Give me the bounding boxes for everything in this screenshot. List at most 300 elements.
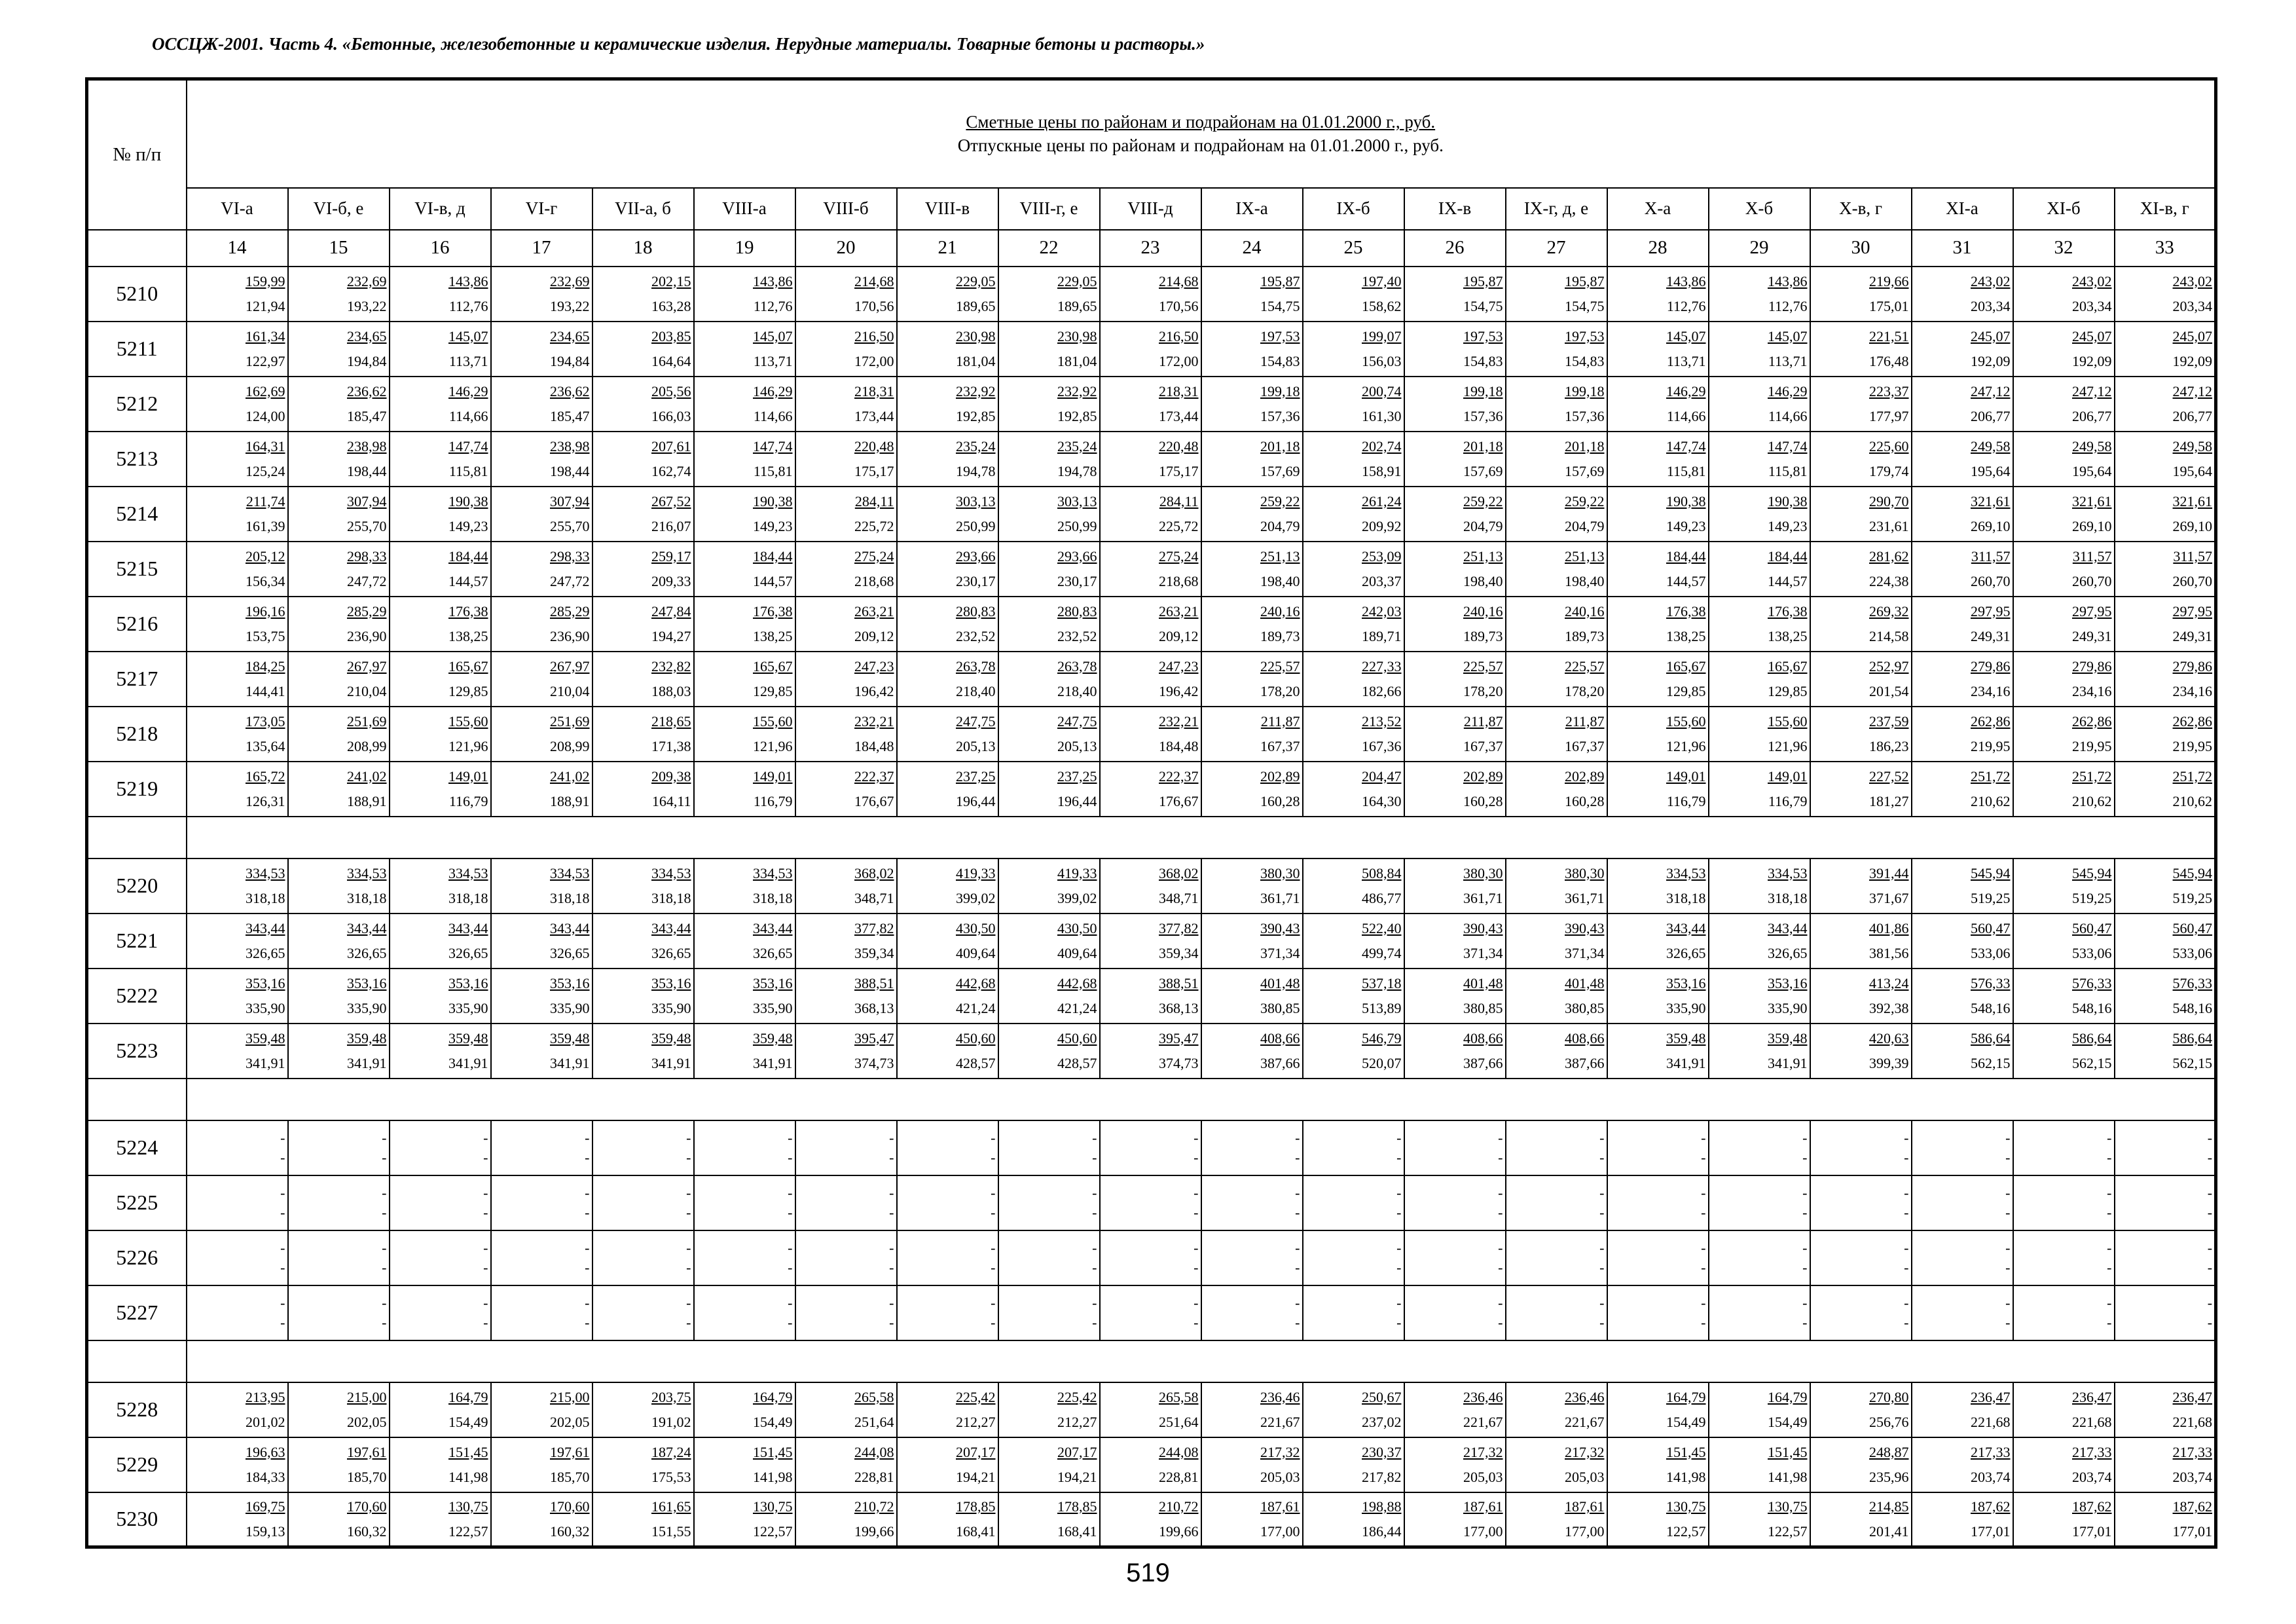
release-price: 157,36 (1260, 407, 1300, 424)
price-cell (1607, 707, 1709, 762)
price-cell (1810, 858, 1912, 913)
release-price: 176,48 (1869, 352, 1909, 369)
estimate-price: 151,45 (753, 1443, 793, 1460)
estimate-price: 201,18 (1463, 437, 1503, 454)
estimate-price-empty: - (2107, 1294, 2112, 1311)
release-price-empty: - (1498, 1149, 1503, 1166)
table-row (87, 1175, 2216, 1230)
release-price: 206,77 (2172, 407, 2213, 424)
release-price: 177,00 (1260, 1522, 1300, 1540)
price-cell (694, 913, 795, 969)
estimate-price-empty: - (2207, 1294, 2213, 1311)
estimate-price: 236,46 (1565, 1388, 1605, 1405)
estimate-price: 200,74 (1362, 382, 1402, 399)
table-row (87, 762, 2216, 817)
estimate-price: 334,53 (1768, 864, 1808, 881)
estimate-price: 248,87 (1869, 1443, 1909, 1460)
release-price: 178,20 (1463, 682, 1503, 699)
price-cell (2013, 1492, 2115, 1547)
price-cell (1607, 652, 1709, 707)
estimate-price: 285,29 (347, 602, 387, 619)
release-price-empty: - (1599, 1259, 1605, 1276)
estimate-price-empty: - (1396, 1184, 1402, 1201)
price-cell (694, 1175, 795, 1230)
region-header: VIII-а (694, 188, 795, 230)
estimate-price-empty: - (1701, 1239, 1706, 1256)
price-cell (1404, 762, 1506, 817)
price-cell (1709, 762, 1810, 817)
release-price: 513,89 (1362, 999, 1402, 1016)
estimate-price-empty: - (1802, 1129, 1808, 1146)
release-price: 371,34 (1565, 944, 1605, 961)
release-price: 203,34 (2172, 297, 2213, 314)
estimate-price: 149,01 (448, 767, 488, 784)
release-price: 255,70 (347, 517, 387, 534)
price-cell (592, 1437, 694, 1492)
release-price-empty: - (1904, 1149, 1909, 1166)
price-cell (897, 858, 998, 913)
release-price: 188,03 (651, 682, 691, 699)
price-cell (491, 377, 592, 432)
release-price: 269,10 (2172, 517, 2213, 534)
estimate-price: 334,53 (1666, 864, 1706, 881)
release-price: 202,05 (347, 1413, 387, 1430)
price-cell (1506, 432, 1607, 487)
estimate-price: 187,24 (651, 1443, 691, 1460)
region-header: VIII-б (795, 188, 897, 230)
column-number: 30 (1810, 230, 1912, 267)
price-cell (1303, 322, 1404, 377)
price-cell (288, 707, 390, 762)
price-cell (694, 969, 795, 1024)
release-price: 209,92 (1362, 517, 1402, 534)
price-cell (1607, 1492, 1709, 1547)
price-cell (1912, 1437, 2013, 1492)
price-cell (998, 1230, 1100, 1285)
release-price-empty: - (788, 1314, 793, 1331)
estimate-price: 220,48 (854, 437, 894, 454)
price-cell (592, 542, 694, 597)
estimate-price: 237,59 (1869, 712, 1909, 729)
release-price: 112,76 (448, 297, 488, 314)
release-price: 368,13 (1159, 999, 1199, 1016)
estimate-price: 145,07 (448, 327, 488, 344)
release-price: 221,67 (1260, 1413, 1300, 1430)
estimate-price: 165,67 (753, 657, 793, 674)
release-price-empty: - (1904, 1204, 1909, 1221)
price-cell (491, 762, 592, 817)
release-price-empty: - (585, 1204, 590, 1221)
region-header: XI-в, г (2115, 188, 2216, 230)
price-cell (2115, 913, 2216, 969)
price-cell (491, 858, 592, 913)
price-cell (592, 487, 694, 542)
estimate-price: 176,38 (1768, 602, 1808, 619)
price-cell (1912, 1285, 2013, 1340)
estimate-price: 377,82 (854, 919, 894, 936)
region-header: VIII-в (897, 188, 998, 230)
estimate-price: 202,89 (1260, 767, 1300, 784)
release-price: 380,85 (1565, 999, 1605, 1016)
release-price: 218,40 (1057, 682, 1097, 699)
estimate-price: 247,12 (2072, 382, 2112, 399)
estimate-price: 169,75 (246, 1498, 285, 1515)
release-price: 167,36 (1362, 737, 1402, 754)
estimate-price: 430,50 (956, 919, 996, 936)
release-price-empty: - (2207, 1149, 2213, 1166)
price-cell (1404, 707, 1506, 762)
release-price-empty: - (2107, 1204, 2112, 1221)
row-code: 5215 (87, 542, 187, 597)
estimate-price: 298,33 (347, 547, 387, 564)
estimate-price: 222,37 (854, 767, 894, 784)
price-cell (1506, 1492, 1607, 1547)
price-cell (795, 707, 897, 762)
release-price: 157,36 (1565, 407, 1605, 424)
price-cell (1201, 913, 1303, 969)
price-cell (1404, 913, 1506, 969)
release-price: 251,64 (854, 1413, 894, 1430)
estimate-price: 149,01 (1768, 767, 1808, 784)
release-price: 249,31 (2172, 627, 2213, 644)
release-price: 156,03 (1362, 352, 1402, 369)
estimate-price: 143,86 (1666, 272, 1706, 289)
estimate-price: 236,47 (1971, 1388, 2011, 1405)
estimate-price: 184,44 (1768, 547, 1808, 564)
row-number-header: № п/п (87, 79, 187, 230)
price-cell (1201, 542, 1303, 597)
release-price: 178,20 (1565, 682, 1605, 699)
price-cell (2115, 1492, 2216, 1547)
release-price: 164,64 (651, 352, 691, 369)
estimate-price: 390,43 (1565, 919, 1605, 936)
release-price: 341,91 (448, 1054, 488, 1071)
estimate-price: 293,66 (956, 547, 996, 564)
price-cell (1607, 487, 1709, 542)
estimate-price: 242,03 (1362, 602, 1402, 619)
estimate-price: 241,02 (550, 767, 590, 784)
price-cell (1912, 432, 2013, 487)
price-cell (897, 267, 998, 322)
estimate-price: 359,48 (1768, 1029, 1808, 1046)
estimate-price: 408,66 (1565, 1029, 1605, 1046)
estimate-price: 216,50 (1159, 327, 1199, 344)
column-number: 19 (694, 230, 795, 267)
price-cell (897, 487, 998, 542)
release-price: 154,83 (1463, 352, 1503, 369)
estimate-price: 442,68 (956, 974, 996, 991)
estimate-price-empty: - (382, 1129, 387, 1146)
estimate-price-empty: - (1904, 1184, 1909, 1201)
release-price: 519,25 (2072, 889, 2112, 906)
price-cell (2013, 913, 2115, 969)
price-cell (592, 1175, 694, 1230)
table-row (87, 267, 2216, 322)
price-cell (1709, 707, 1810, 762)
price-cell (897, 1175, 998, 1230)
release-price: 247,72 (550, 572, 590, 589)
price-cell (1912, 707, 2013, 762)
price-cell (897, 377, 998, 432)
estimate-price: 178,85 (956, 1498, 996, 1515)
release-price: 122,57 (1768, 1522, 1808, 1540)
release-price: 160,32 (347, 1522, 387, 1540)
estimate-price: 130,75 (1768, 1498, 1808, 1515)
estimate-price: 279,86 (1971, 657, 2011, 674)
estimate-price: 240,16 (1565, 602, 1605, 619)
estimate-price-empty: - (1092, 1239, 1097, 1256)
price-cell (390, 652, 491, 707)
release-price: 249,31 (2072, 627, 2112, 644)
price-cell (1709, 542, 1810, 597)
estimate-price: 377,82 (1159, 919, 1199, 936)
release-price: 154,49 (1768, 1413, 1808, 1430)
price-cell (390, 597, 491, 652)
price-cell (491, 432, 592, 487)
release-price: 318,18 (651, 889, 691, 906)
estimate-price: 217,32 (1260, 1443, 1300, 1460)
estimate-price: 259,22 (1260, 492, 1300, 509)
estimate-price: 238,98 (347, 437, 387, 454)
price-cell (998, 762, 1100, 817)
estimate-price: 247,84 (651, 602, 691, 619)
column-number: 16 (390, 230, 491, 267)
release-price: 163,28 (651, 297, 691, 314)
estimate-price: 218,65 (651, 712, 691, 729)
price-cell (491, 597, 592, 652)
price-cell (998, 1024, 1100, 1079)
estimate-price: 380,30 (1463, 864, 1503, 881)
release-price: 348,71 (1159, 889, 1199, 906)
release-price: 250,99 (1057, 517, 1097, 534)
release-price: 177,01 (2072, 1522, 2112, 1540)
price-cell (390, 267, 491, 322)
release-price: 361,71 (1565, 889, 1605, 906)
release-price: 194,27 (651, 627, 691, 644)
row-code: 5226 (87, 1230, 187, 1285)
estimate-price: 146,29 (1768, 382, 1808, 399)
estimate-price: 184,44 (1666, 547, 1706, 564)
estimate-price: 151,45 (1666, 1443, 1706, 1460)
estimate-price: 207,61 (651, 437, 691, 454)
estimate-price: 280,83 (1057, 602, 1097, 619)
estimate-price: 390,43 (1463, 919, 1503, 936)
release-price: 326,65 (1768, 944, 1808, 961)
price-cell (1912, 487, 2013, 542)
estimate-price: 155,60 (448, 712, 488, 729)
release-price: 135,64 (246, 737, 285, 754)
price-cell (288, 322, 390, 377)
price-cell (998, 1492, 1100, 1547)
release-price-empty: - (1396, 1259, 1402, 1276)
price-cell (1607, 1230, 1709, 1285)
price-cell (1709, 487, 1810, 542)
estimate-price: 235,24 (1057, 437, 1097, 454)
release-price: 125,24 (246, 462, 285, 479)
estimate-price: 223,37 (1869, 382, 1909, 399)
release-price: 235,96 (1869, 1468, 1909, 1485)
price-cell (1506, 267, 1607, 322)
estimate-price: 343,44 (246, 919, 285, 936)
column-number-row (87, 230, 2216, 267)
estimate-price: 244,08 (1159, 1443, 1199, 1460)
price-cell (491, 969, 592, 1024)
price-cell (390, 377, 491, 432)
price-cell (1709, 1382, 1810, 1437)
estimate-price-empty: - (1194, 1239, 1199, 1256)
price-cell (1303, 1120, 1404, 1175)
release-price: 562,15 (2172, 1054, 2213, 1071)
release-price-empty: - (1092, 1259, 1097, 1276)
release-price-empty: - (1904, 1259, 1909, 1276)
price-cell (2115, 267, 2216, 322)
release-price: 326,65 (448, 944, 488, 961)
price-cell (1303, 1230, 1404, 1285)
release-price: 203,74 (1971, 1468, 2011, 1485)
release-price: 156,34 (246, 572, 285, 589)
release-price: 210,62 (2072, 792, 2112, 809)
price-cell (1810, 542, 1912, 597)
release-price: 194,84 (347, 352, 387, 369)
region-header: IX-в (1404, 188, 1506, 230)
release-price: 192,85 (956, 407, 996, 424)
estimate-price: 234,65 (347, 327, 387, 344)
estimate-price-empty: - (1194, 1129, 1199, 1146)
price-cell (998, 487, 1100, 542)
table-row (87, 1285, 2216, 1340)
price-cell (897, 542, 998, 597)
price-cell (390, 1230, 491, 1285)
estimate-price: 450,60 (956, 1029, 996, 1046)
table-row (87, 969, 2216, 1024)
release-price-title: Отпускные цены по районам и подрайонам на 01.01.2000 г., руб. (957, 136, 1444, 156)
estimate-price: 263,21 (1159, 602, 1199, 619)
release-price: 138,25 (1768, 627, 1808, 644)
price-cell (897, 597, 998, 652)
estimate-price: 235,24 (956, 437, 996, 454)
release-price: 154,49 (1666, 1413, 1706, 1430)
release-price: 217,82 (1362, 1468, 1402, 1485)
price-cell (288, 1382, 390, 1437)
release-price: 192,09 (2072, 352, 2112, 369)
price-cell (390, 1024, 491, 1079)
release-price-empty: - (2207, 1259, 2213, 1276)
price-cell (694, 432, 795, 487)
estimate-price-empty: - (1092, 1129, 1097, 1146)
release-price: 210,04 (550, 682, 590, 699)
release-price: 230,17 (956, 572, 996, 589)
estimate-price: 334,53 (347, 864, 387, 881)
estimate-price: 145,07 (1768, 327, 1808, 344)
estimate-price: 236,62 (347, 382, 387, 399)
price-cell (1607, 1120, 1709, 1175)
estimate-price: 195,87 (1463, 272, 1503, 289)
estimate-price: 251,72 (2172, 767, 2213, 784)
estimate-price: 251,13 (1260, 547, 1300, 564)
price-cell (288, 762, 390, 817)
release-price-empty: - (1802, 1204, 1808, 1221)
price-cell (1810, 913, 1912, 969)
price-cell (897, 1437, 998, 1492)
column-number: 15 (288, 230, 390, 267)
release-price: 326,65 (347, 944, 387, 961)
price-cell (1201, 1437, 1303, 1492)
estimate-price: 197,61 (550, 1443, 590, 1460)
release-price: 221,67 (1565, 1413, 1605, 1430)
price-cell (1100, 652, 1201, 707)
release-price: 210,62 (1971, 792, 2011, 809)
estimate-price: 343,44 (1666, 919, 1706, 936)
release-price: 161,39 (246, 517, 285, 534)
estimate-price: 165,67 (1768, 657, 1808, 674)
release-price: 173,44 (854, 407, 894, 424)
estimate-price: 250,67 (1362, 1388, 1402, 1405)
price-cell (2013, 597, 2115, 652)
price-cell (1303, 652, 1404, 707)
price-cell (288, 487, 390, 542)
price-cell (2115, 1175, 2216, 1230)
price-cell (491, 267, 592, 322)
estimate-price-empty: - (1295, 1294, 1300, 1311)
estimate-price-empty: - (788, 1129, 793, 1146)
release-price: 194,78 (956, 462, 996, 479)
estimate-price: 390,43 (1260, 919, 1300, 936)
estimate-price: 207,17 (956, 1443, 996, 1460)
release-price: 154,83 (1260, 352, 1300, 369)
price-cell (1810, 969, 1912, 1024)
section-separator-row (87, 1340, 2216, 1382)
price-cell (1506, 322, 1607, 377)
release-price: 195,64 (1971, 462, 2011, 479)
estimate-price: 275,24 (854, 547, 894, 564)
price-cell (1100, 487, 1201, 542)
release-price: 335,90 (753, 999, 793, 1016)
estimate-price: 220,48 (1159, 437, 1199, 454)
estimate-price: 176,38 (448, 602, 488, 619)
estimate-price: 234,65 (550, 327, 590, 344)
estimate-price-empty: - (1295, 1129, 1300, 1146)
release-price-empty: - (585, 1149, 590, 1166)
estimate-price: 560,47 (2072, 919, 2112, 936)
price-cell (1100, 1492, 1201, 1547)
estimate-price: 419,33 (1057, 864, 1097, 881)
release-price-empty: - (1092, 1204, 1097, 1221)
price-cell (1709, 432, 1810, 487)
release-price: 205,13 (956, 737, 996, 754)
estimate-price: 238,98 (550, 437, 590, 454)
release-price-empty: - (2005, 1149, 2011, 1166)
release-price: 189,65 (956, 297, 996, 314)
release-price: 326,65 (651, 944, 691, 961)
estimate-price: 232,21 (854, 712, 894, 729)
release-price: 247,72 (347, 572, 387, 589)
price-cell (187, 322, 288, 377)
release-price: 112,76 (1666, 297, 1706, 314)
estimate-price-empty: - (991, 1239, 996, 1256)
price-cell (2013, 1120, 2115, 1175)
estimate-price-empty: - (1802, 1184, 1808, 1201)
estimate-price: 343,44 (753, 919, 793, 936)
table-row (87, 1437, 2216, 1492)
estimate-price: 334,53 (651, 864, 691, 881)
estimate-price: 198,88 (1362, 1498, 1402, 1515)
price-cell (795, 1285, 897, 1340)
price-cell (491, 487, 592, 542)
estimate-price: 130,75 (448, 1498, 488, 1515)
release-price-empty: - (686, 1259, 691, 1276)
release-price: 203,34 (1971, 297, 2011, 314)
release-price: 335,90 (651, 999, 691, 1016)
